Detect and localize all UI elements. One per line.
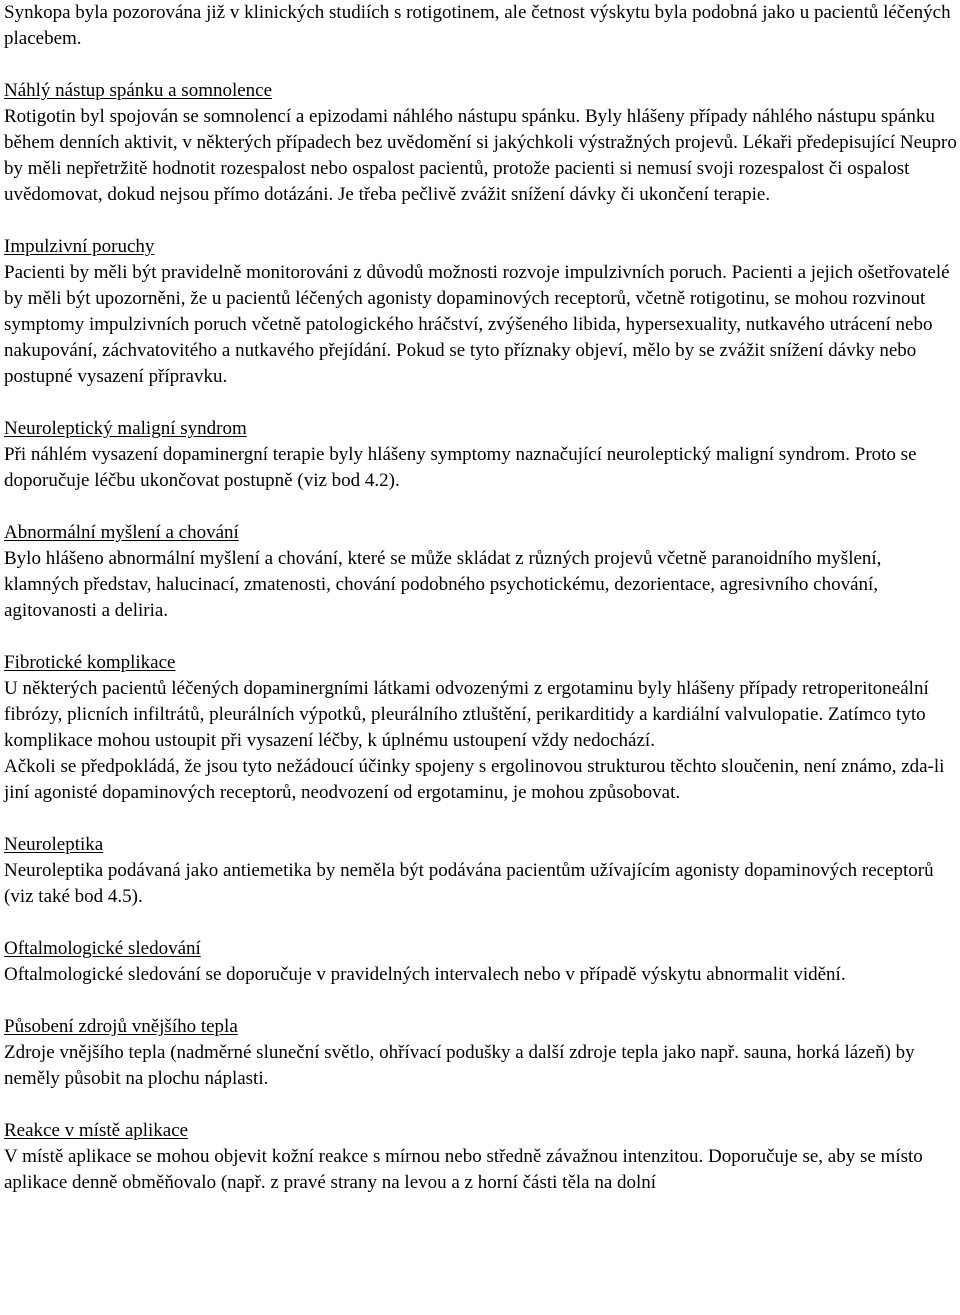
- section-paragraph: Oftalmologické sledování se doporučuje v pravidelných intervalech nebo v případě výskytu abnormalit vidění.: [4, 964, 846, 985]
- section-paragraph: Rotigotin byl spojován se somnolencí a epizodami náhlého nástupu spánku. Byly hlášeny případy náhlého nástupu spánku během denních aktivit, v některých případech bez uvědomění si jakýchkoli výstražných projevů. Lékaři předepisující Neupro by měli nepřetržitě hodnotit rozespalost nebo ospalost pacientů, protože pacienti si nemusí svoji rozespalost či ospalost uvědomovat, dokud nejsou přímo dotázáni. Je třeba pečlivě zvážit snížení dávky či ukončení terapie.: [4, 106, 957, 205]
- spacer: [4, 1092, 958, 1118]
- spacer: [4, 208, 958, 234]
- section-paragraph: Bylo hlášeno abnormální myšlení a chování, které se může skládat z různých projevů včetně paranoidního myšlení, klamných představ, halucinací, zmatenosti, chování podobného psychotickému, dezorientace, agresivního chování, agitovanosti a deliria.: [4, 548, 882, 621]
- spacer: [4, 806, 958, 832]
- section-heading: Impulzivní poruchy: [4, 236, 155, 257]
- section-abnormal-thinking: [4, 520, 958, 624]
- spacer: [4, 988, 958, 1014]
- spacer: [4, 624, 958, 650]
- section-paragraph: U některých pacientů léčených dopaminergními látkami odvozenými z ergotaminu byly hlášeny případy retroperitoneální fibrózy, plicních infiltrátů, pleurálních výpotků, pleurálního ztluštění, perikarditidy a kardiální valvulopatie. Zatímco tyto komplikace mohou ustoupit při vysazení léčby, k úplnému ustoupení vždy nedochází.: [4, 678, 929, 751]
- section-external-heat: [4, 1014, 958, 1092]
- intro-paragraph: Synkopa byla pozorována již v klinických studiích s rotigotinem, ale četnost výskytu byla podobná jako u pacientů léčených placebem.: [4, 2, 951, 49]
- spacer: [4, 910, 958, 936]
- section-paragraph: V místě aplikace se mohou objevit kožní reakce s mírnou nebo středně závažnou intenzitou. Doporučuje se, aby se místo aplikace denně obměňovalo (např. z pravé strany na levou a z horní části těla na dolní: [4, 1146, 923, 1193]
- section-paragraph: Pacienti by měli být pravidelně monitorováni z důvodů možnosti rozvoje impulzivních poruch. Pacienti a jejich ošetřovatelé by měli být upozorněni, že u pacientů léčených agonisty dopaminových receptorů, včetně rotigotinu, se mohou rozvinout symptomy impulzivních poruch včetně patologického hráčství, zvýšeného libida, hypersexuality, nutkavého utrácení nebo nakupování, záchvatovitého a nutkavého přejídání. Pokud se tyto příznaky objeví, mělo by se zvážit snížení dávky nebo postupné vysazení přípravku.: [4, 262, 950, 387]
- section-application-site: [4, 1118, 958, 1196]
- section-heading: Fibrotické komplikace: [4, 652, 176, 673]
- section-heading: Neuroleptika: [4, 834, 104, 855]
- section-paragraph: Zdroje vnějšího tepla (nadměrné sluneční světlo, ohřívací podušky a další zdroje tepla jako např. sauna, horká lázeň) by neměly působit na plochu náplasti.: [4, 1042, 915, 1089]
- section-heading: Neuroleptický maligní syndrom: [4, 418, 247, 439]
- section-paragraph: Při náhlém vysazení dopaminergní terapie byly hlášeny symptomy naznačující neuroleptický maligní syndrom. Proto se doporučuje léčbu ukončovat postupně (viz bod 4.2).: [4, 444, 917, 491]
- section-heading: Abnormální myšlení a chování: [4, 522, 239, 543]
- section-heading: Náhlý nástup spánku a somnolence: [4, 80, 273, 101]
- spacer: [4, 390, 958, 416]
- section-heading: Oftalmologické sledování: [4, 938, 201, 959]
- section-ophthalmologic-monitoring: [4, 936, 958, 988]
- section-heading: Reakce v místě aplikace: [4, 1120, 189, 1141]
- section-nms: [4, 416, 958, 494]
- section-paragraph: Neuroleptika podávaná jako antiemetika by neměla být podávána pacientům užívajícím agonisty dopaminových receptorů (viz také bod 4.5).: [4, 860, 934, 907]
- spacer: [4, 52, 958, 78]
- section-heading: Působení zdrojů vnějšího tepla: [4, 1016, 238, 1037]
- document-page: [4, 0, 958, 1196]
- section-sudden-sleep: [4, 78, 958, 208]
- spacer: [4, 494, 958, 520]
- section-neuroleptics: [4, 832, 958, 910]
- section-paragraph: Ačkoli se předpokládá, že jsou tyto nežádoucí účinky spojeny s ergolinovou strukturou těchto sloučenin, není známo, zda-li jiní agonisté dopaminových receptorů, neodvození od ergotaminu, je mohou způsobovat.: [4, 756, 945, 803]
- section-impulse-disorders: [4, 234, 958, 390]
- section-fibrotic-complications: [4, 650, 958, 806]
